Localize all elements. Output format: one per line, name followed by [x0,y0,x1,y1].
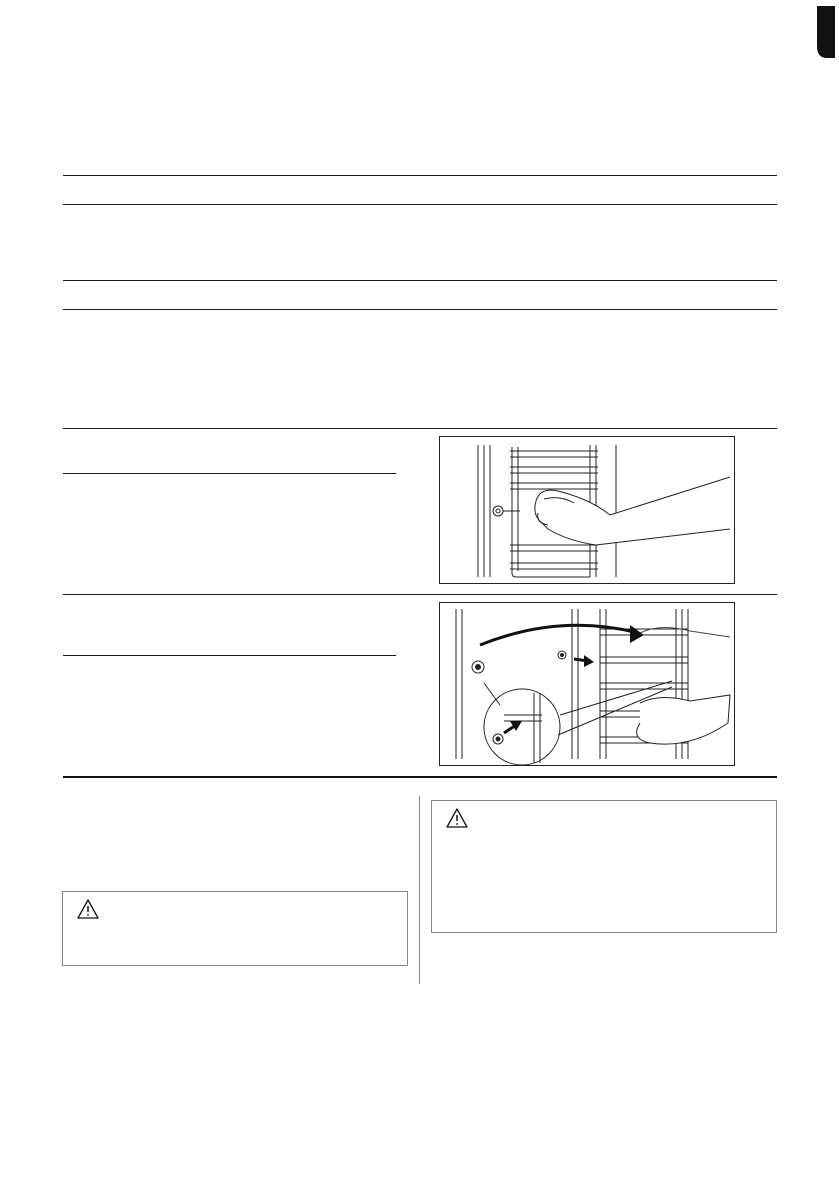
rule-section-end [63,776,777,778]
rule-8 [63,655,396,656]
page-tab-marker [817,6,835,58]
warning-box-left [62,891,408,966]
installation-illustration [440,603,734,765]
column-divider [419,796,420,984]
shelf-support-installation-figure [439,602,735,766]
shelf-support-removal-figure [439,436,735,584]
rule-6 [63,473,396,474]
rule-2 [63,204,777,205]
rule-7 [63,594,777,595]
rule-1 [63,175,777,176]
removal-illustration [440,437,734,583]
rule-3 [63,280,777,281]
warning-box-right [431,800,777,933]
rule-4 [63,309,777,310]
rule-5 [63,428,777,429]
warning-triangle-icon [446,808,468,828]
warning-triangle-icon [77,899,99,919]
